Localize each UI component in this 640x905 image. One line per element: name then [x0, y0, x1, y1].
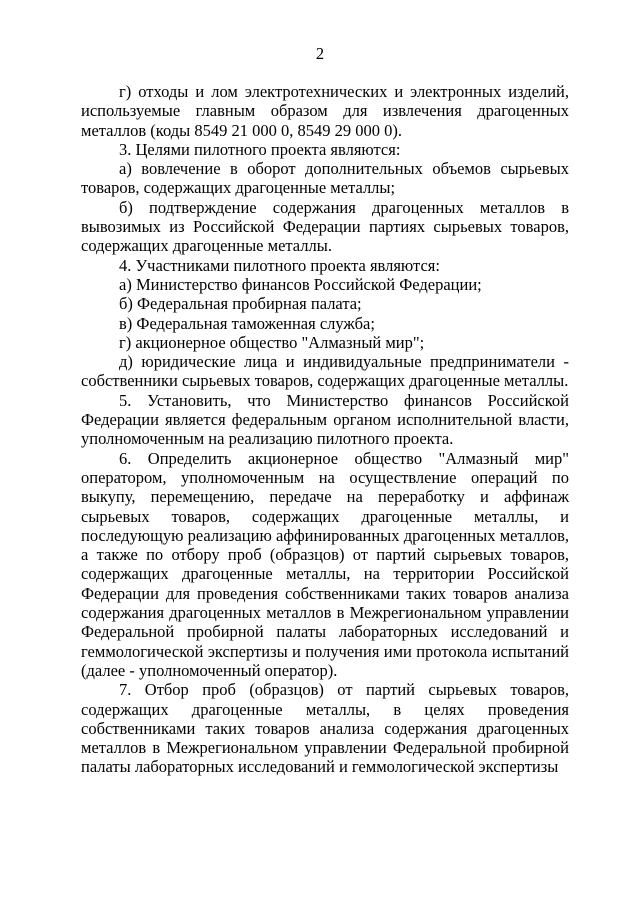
document-body [81, 82, 569, 777]
paragraph-participant-a: а) Министерство финансов Российской Федерации; [119, 274, 482, 294]
paragraph-item-g-waste: г) отходы и лом электротехнических и электронных изделий, используемые главным образом для извлечения драгоценных металлов (коды 8549 21 000 0, 8549 29 000 0). [81, 82, 569, 140]
paragraph-5: 5. Установить, что Министерство финансов Российской Федерации является федеральным органом исполнительной власти, уполномоченным на реализацию пилотного проекта. [81, 390, 569, 449]
paragraph-participant-b: б) Федеральная пробирная палата; [119, 294, 362, 314]
paragraph-4-participants-heading: 4. Участниками пилотного проекта являются: [119, 255, 440, 275]
paragraph-7: 7. Отбор проб (образцов) от партий сырьевых товаров, содержащих драгоценные металлы, в целях проведения собственниками таких товаров анализа содержания драгоценных металлов в Межрегиональном управлении Федеральной пробирной палаты лабораторных исследований и геммологической экспертизы [81, 680, 569, 777]
paragraph-3-goals-heading: 3. Целями пилотного проекта являются: [119, 139, 401, 159]
paragraph-6: 6. Определить акционерное общество "Алмазный мир" оператором, уполномоченным на осуществление операций по выкупу, перемещению, передаче на переработку и аффинаж сырьевых товаров, содержащих драгоценные металлы, и последующую реализацию аффинированных драгоценных металлов, а также по отбору проб (образцов) от партий сырьевых товаров, содержащих драгоценные металлы, на территории Российской Федерации для проведения собственниками таких товаров анализа содержания драгоценных металлов в Межрегиональном управлении Федеральной пробирной палаты лабораторных исследований и геммологической экспертизы и получения ими протокола испытаний (далее - уполномоченный оператор). [81, 448, 569, 680]
page-number: 2 [315, 44, 325, 63]
paragraph-participant-g: г) акционерное общество "Алмазный мир"; [119, 332, 425, 352]
paragraph-participant-d: д) юридические лица и индивидуальные предприниматели - собственники сырьевых товаров, содержащих драгоценные металлы. [81, 352, 569, 391]
paragraph-participant-v: в) Федеральная таможенная служба; [119, 313, 375, 333]
paragraph-goal-b: б) подтверждение содержания драгоценных металлов в вывозимых из Российской Федерации партиях сырьевых товаров, содержащих драгоценные металлы. [81, 197, 569, 256]
paragraph-goal-a: а) вовлечение в оборот дополнительных объемов сырьевых товаров, содержащих драгоценные металлы; [81, 159, 569, 198]
